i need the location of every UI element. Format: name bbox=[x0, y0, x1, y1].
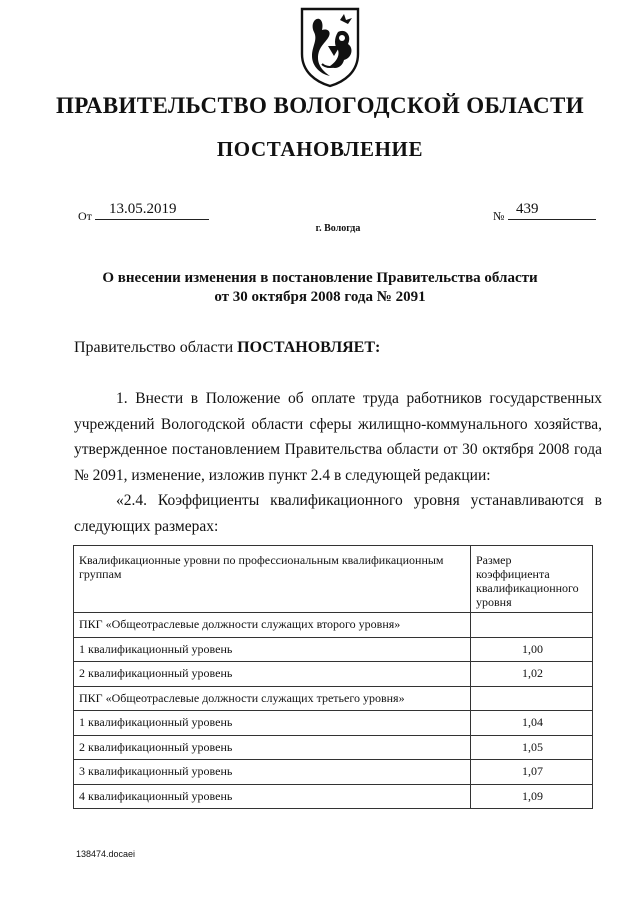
table-cell-label: 2 квалификационный уровень bbox=[74, 662, 471, 687]
table-cell-label: 1 квалификационный уровень bbox=[74, 637, 471, 662]
table-cell-value: 1,07 bbox=[471, 760, 593, 785]
table-cell-value: 1,02 bbox=[471, 662, 593, 687]
coat-of-arms-icon bbox=[298, 6, 362, 88]
coefficients-table bbox=[73, 545, 593, 809]
table-cell-value: 1,00 bbox=[471, 637, 593, 662]
subject-line-2: от 30 октября 2008 года № 2091 bbox=[214, 289, 426, 305]
table-cell-value bbox=[471, 613, 593, 638]
table-cell-label: ПКГ «Общеотраслевые должности служащих второго уровня» bbox=[74, 613, 471, 638]
table-cell-label: 3 квалификационный уровень bbox=[74, 760, 471, 785]
date-prefix: От bbox=[78, 209, 92, 223]
table-header-row bbox=[74, 546, 593, 613]
table-cell-label: ПКГ «Общеотраслевые должности служащих третьего уровня» bbox=[74, 686, 471, 711]
table-row bbox=[74, 760, 593, 785]
document-type: ПОСТАНОВЛЕНИЕ bbox=[216, 137, 424, 161]
table-cell-value bbox=[471, 686, 593, 711]
table-header-coefficient: Размер коэффициента квалификационного уровня bbox=[471, 546, 593, 613]
decree-prefix: Правительство области bbox=[74, 339, 238, 356]
table-row bbox=[74, 784, 593, 809]
table-row bbox=[74, 637, 593, 662]
table-cell-value: 1,09 bbox=[471, 784, 593, 809]
paragraph-1: 1. Внести в Положение об оплате труда работников государственных учреждений Вологодской области сферы жилищно-коммунального хозяйства, утвержденное постановлением Правительства области от 30 октября 2008 года № 2091, изменение, изложив пункт 2.4 в следующей редакции: bbox=[74, 390, 602, 484]
table-row bbox=[74, 711, 593, 736]
document-file-code: 138474.docaei bbox=[76, 849, 136, 859]
table-cell-label: 4 квалификационный уровень bbox=[74, 784, 471, 809]
document-subject bbox=[0, 269, 640, 307]
table-row bbox=[74, 686, 593, 711]
paragraph-2: «2.4. Коэффициенты квалификационного уровня устанавливаются в следующих размерах: bbox=[74, 492, 602, 535]
table-row bbox=[74, 735, 593, 760]
document-number: 439 bbox=[508, 201, 596, 220]
number-prefix: № bbox=[493, 209, 505, 223]
document-date: 13.05.2019 bbox=[95, 201, 209, 220]
city-name: г. Вологда bbox=[315, 223, 361, 234]
table-cell-label: 2 квалификационный уровень bbox=[74, 735, 471, 760]
decree-statement bbox=[74, 339, 380, 357]
table-cell-value: 1,05 bbox=[471, 735, 593, 760]
table-row bbox=[74, 613, 593, 638]
table-cell-label: 1 квалификационный уровень bbox=[74, 711, 471, 736]
table-header-levels: Квалификационные уровни по профессиональным квалификационным группам bbox=[74, 546, 471, 613]
decree-verb: ПОСТАНОВЛЯЕТ: bbox=[237, 339, 381, 356]
table-cell-value: 1,04 bbox=[471, 711, 593, 736]
subject-line-1: О внесении изменения в постановление Правительства области bbox=[102, 270, 538, 286]
table-row bbox=[74, 662, 593, 687]
government-title: ПРАВИТЕЛЬСТВО ВОЛОГОДСКОЙ ОБЛАСТИ bbox=[55, 93, 585, 118]
